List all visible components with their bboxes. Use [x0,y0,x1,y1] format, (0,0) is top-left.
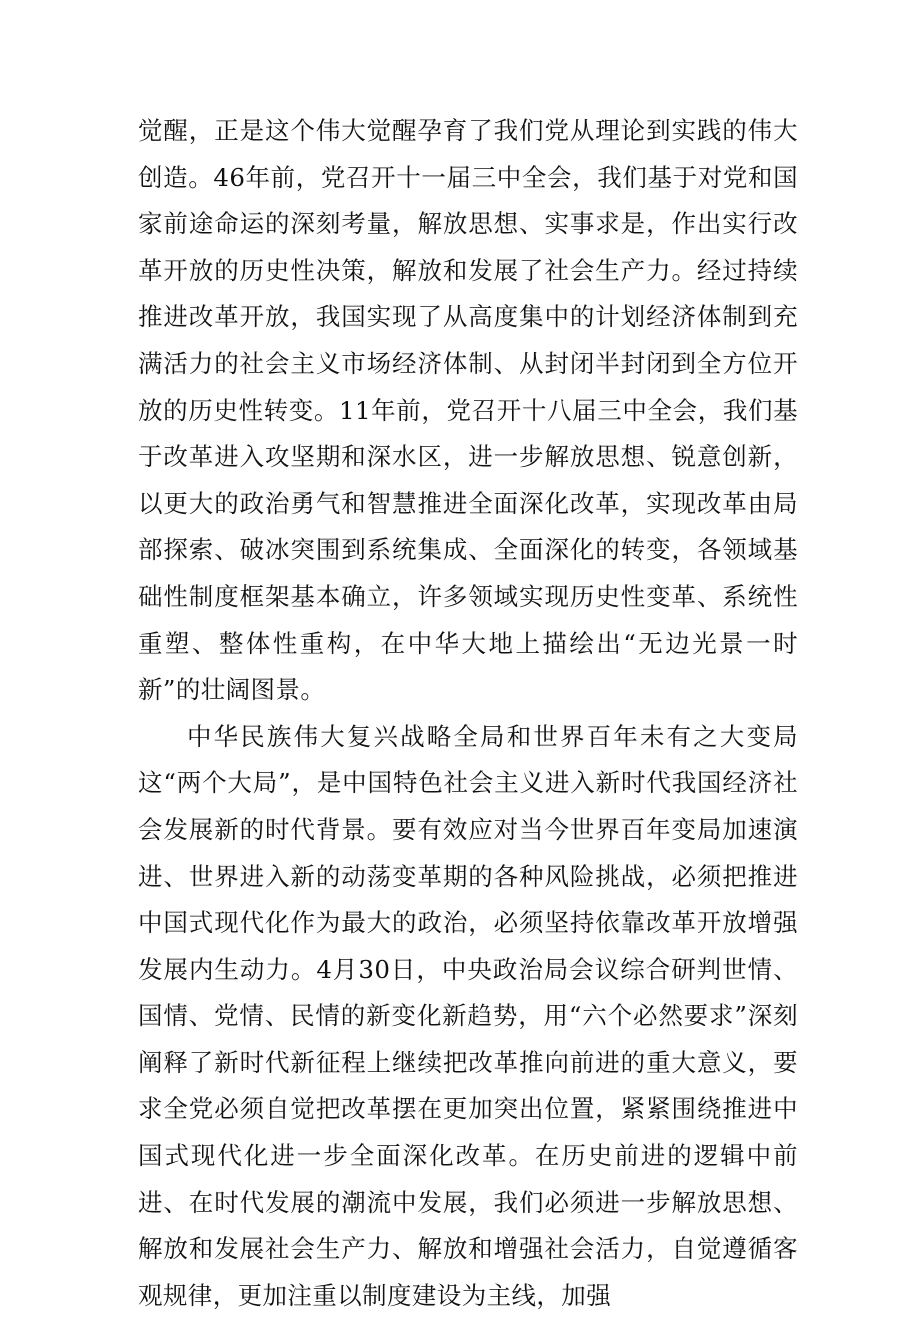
paragraph-continued: 觉醒，正是这个伟大觉醒孕育了我们党从理论到实践的伟大创造。46年前，党召开十一届三中全会，我们基于对党和国家前途命运的深刻考量，解放思想、实事求是，作出实行改革开放的历史性决策，解放和发展了社会生产力。经过持续推进改革开放，我国实现了从高度集中的计划经济体制到充满活力的社会主义市场经济体制、从封闭半封闭到全方位开放的历史性转变。11年前，党召开十八届三中全会，我们基于改革进入攻坚期和深水区，进一步解放思想、锐意创新，以更大的政治勇气和智慧推进全面深化改革，实现改革由局部探索、破冰突围到系统集成、全面深化的转变，各领域基础性制度框架基本确立，许多领域实现历史性变革、系统性重塑、整体性重构，在中华大地上描绘出“无边光景一时新”的壮阔图景。 [138,116,798,705]
paragraph-two-overall-situations: 中华民族伟大复兴战略全局和世界百年未有之大变局这“两个大局”，是中国特色社会主义进入新时代我国经济社会发展新的时代背景。要有效应对当今世界百年变局加速演进、世界进入新的动荡变革期的各种风险挑战，必须把推进中国式现代化作为最大的政治，必须坚持依靠改革开放增强发展内生动力。4月30日，中央政治局会议综合研判世情、国情、党情、民情的新变化新趋势，用“六个必然要求”深刻阐释了新时代新征程上继续把改革推向前进的重大意义，要求全党必须自觉把改革摆在更加突出位置，紧紧围绕推进中国式现代化进一步全面深化改革。在历史前进的逻辑中前进、在时代发展的潮流中发展，我们必须进一步解放思想、解放和发展社会生产力、解放和增强社会活力，自觉遵循客观规律，更加注重以制度建设为主线，加强 [138,721,798,1310]
document-body [138,108,798,1319]
